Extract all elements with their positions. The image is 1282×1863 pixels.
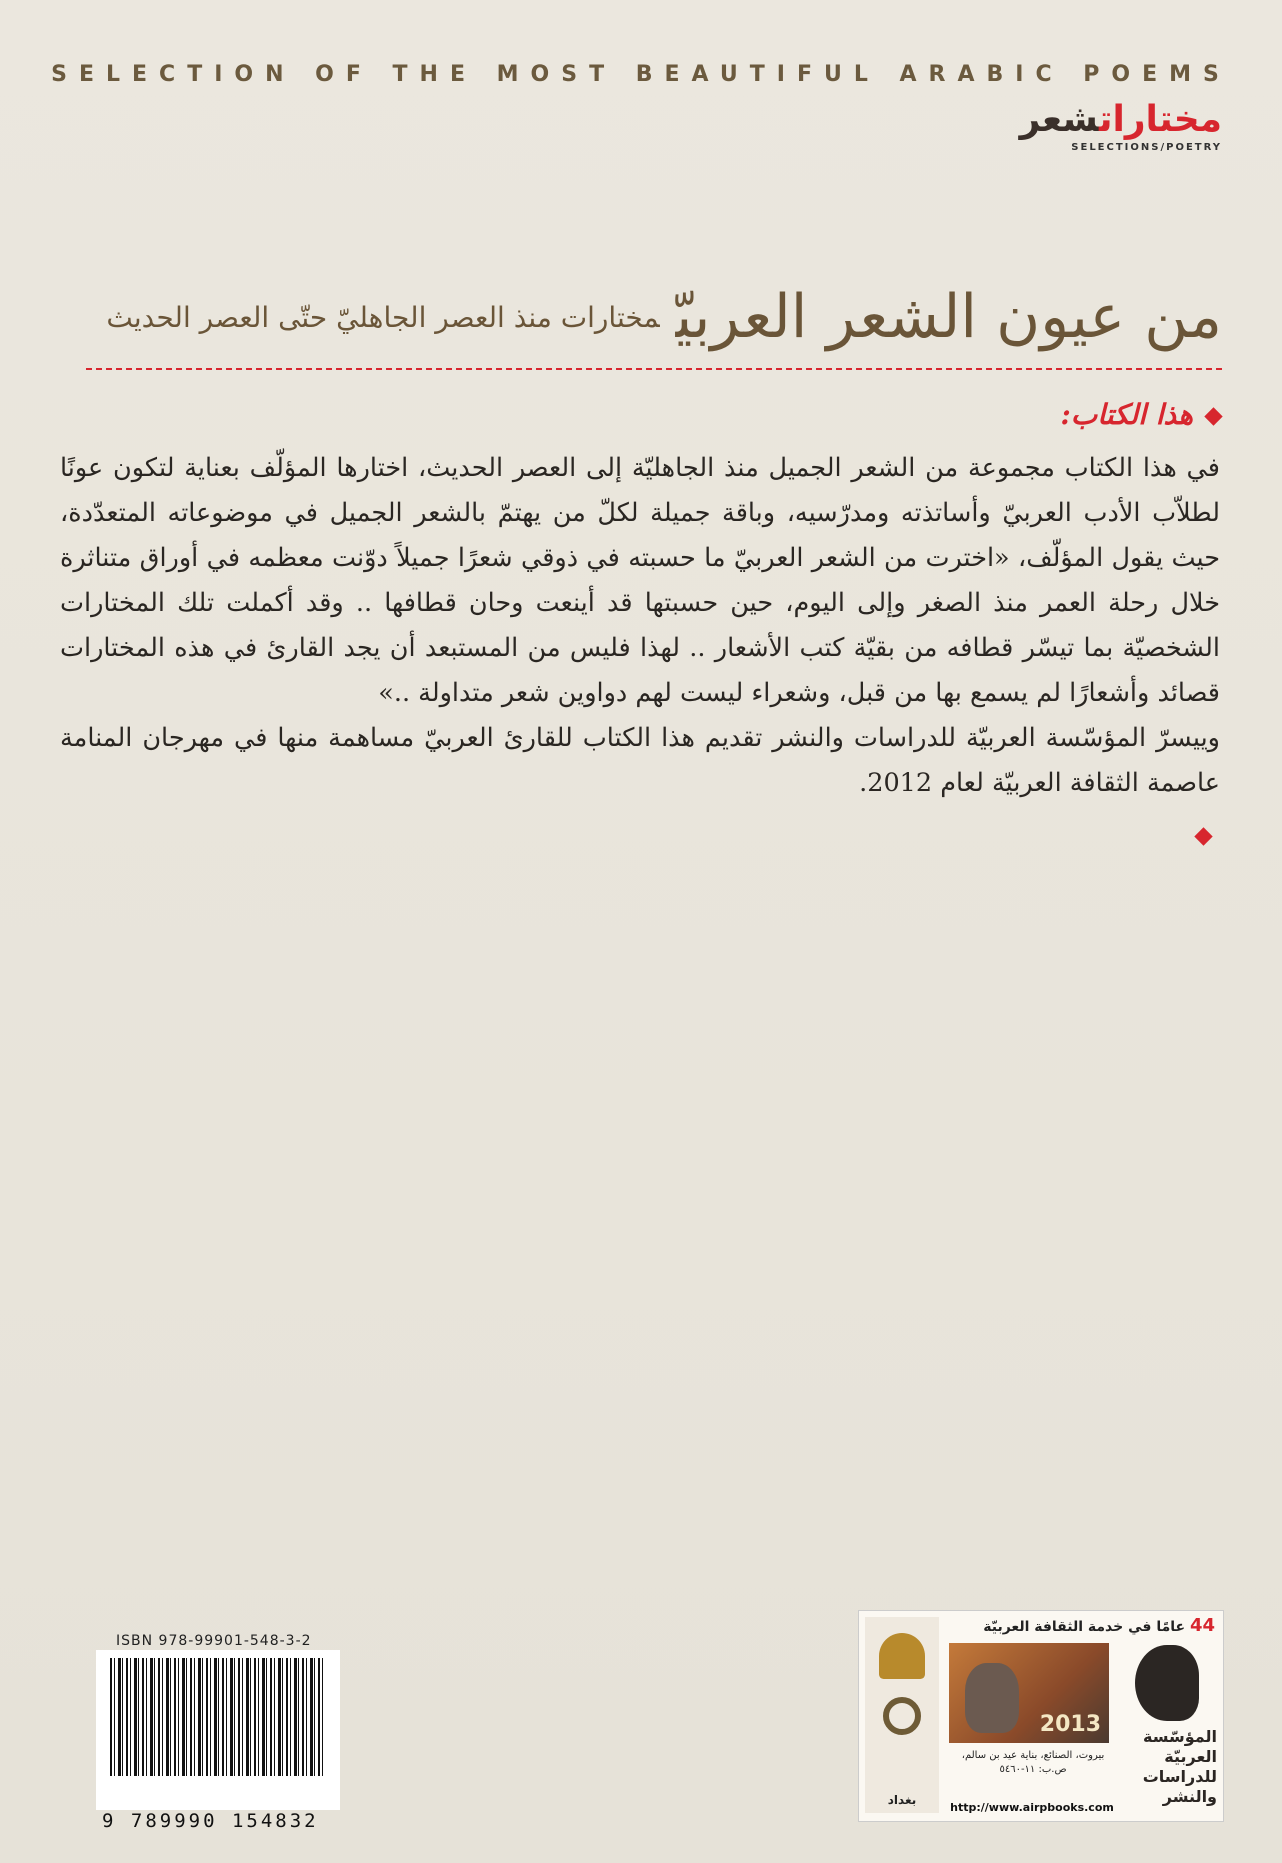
about-paragraph-1: في هذا الكتاب مجموعة من الشعر الجميل منذ الجاهليّة إلى العصر الحديث، اختارها المؤلّف بعناية لتكون عونًا لطلاّب الأدب العربيّ وأساتذته ومدرّسيه، وباقة جميلة لكلّ من يهتمّ بالشعر الجميل في موضوعاته المتعدّدة، حيث يقول المؤلّف، «اخترت من الشعر العربيّ ما حسبته في ذوقي شعرًا جميلاً دوّنت معظمه في أوراق متناثرة خلال رحلة العمر منذ الصغر وإلى اليوم، حين حسبتها قد أينعت وحان قطافها .. وقد أكملت تلك المختارات الشخصيّة بما تيسّر قطافه من بقيّة كتب الأشعار .. لهذا فليس من المستبعد أن يجد القارئ في هذه المختارات قصائد وأشعارًا لم يسمع بها من قبل، وشعراء ليست لهم دواوين شعر متداولة ..» — [60, 453, 1220, 708]
portrait-icon — [965, 1663, 1019, 1733]
anniversary-text: عامًا في خدمة الثقافة العربيّة — [983, 1619, 1186, 1635]
barcode-number: 9 789990 154832 — [102, 1810, 319, 1832]
book-title-block — [62, 282, 1222, 352]
end-diamond-icon — [1194, 827, 1212, 845]
isbn-label: ISBN 978-99901-548-3-2 — [116, 1633, 312, 1649]
publisher-panel — [858, 1610, 1224, 1822]
book-title: من عيون الشعر العربيّ — [675, 282, 1222, 352]
series-title: SELECTION OF THE MOST BEAUTIFUL ARABIC POEMS — [51, 62, 1231, 87]
baghdad-label: بغداد — [887, 1793, 917, 1807]
anniversary-photo — [949, 1643, 1109, 1743]
series-logo-dark-text: شعر — [1019, 99, 1099, 140]
winged-lion-icon — [879, 1633, 925, 1679]
bird-logo-icon — [1135, 1645, 1199, 1721]
series-logo-subtitle: SELECTIONS/POETRY — [1071, 142, 1222, 153]
barcode — [96, 1650, 340, 1810]
about-paragraph-2: وييسرّ المؤسّسة العربيّة للدراسات والنشر تقديم هذا الكتاب للقارئ العربيّ مساهمة منها في مهرجان المنامة عاصمة الثقافة العربيّة لعام 2012. — [60, 723, 1220, 798]
dashed-divider — [86, 368, 1222, 370]
barcode-bars-icon — [110, 1658, 326, 1776]
publisher-logo — [1121, 1639, 1217, 1815]
about-heading-text: هذا الكتاب: — [1060, 398, 1193, 431]
publisher-address: بيروت، الصنائع، بناية عيد بن سالم، ص.ب: ١١-٥٤٦٠ — [961, 1750, 1105, 1775]
anniversary-number: 44 — [1189, 1615, 1215, 1636]
baghdad-emblem — [865, 1617, 939, 1813]
book-subtitle: مختارات منذ العصر الجاهليّ حتّى العصر الحديث — [106, 300, 660, 334]
series-logo-red-text: مختارات — [1098, 99, 1222, 140]
diamond-bullet-icon — [1204, 407, 1222, 425]
series-logo-mark — [1020, 100, 1222, 140]
about-body — [60, 446, 1220, 806]
publisher-url: http://www.airpbooks.com — [950, 1801, 1114, 1814]
about-heading — [1061, 398, 1220, 431]
series-logo — [982, 100, 1222, 160]
publisher-name: المؤسّسة العربيّة للدراسات والنشر — [1142, 1727, 1217, 1806]
anniversary-year: 2013 — [1039, 1712, 1101, 1737]
anniversary-line — [945, 1615, 1215, 1636]
swirl-emblem-icon — [883, 1697, 921, 1735]
